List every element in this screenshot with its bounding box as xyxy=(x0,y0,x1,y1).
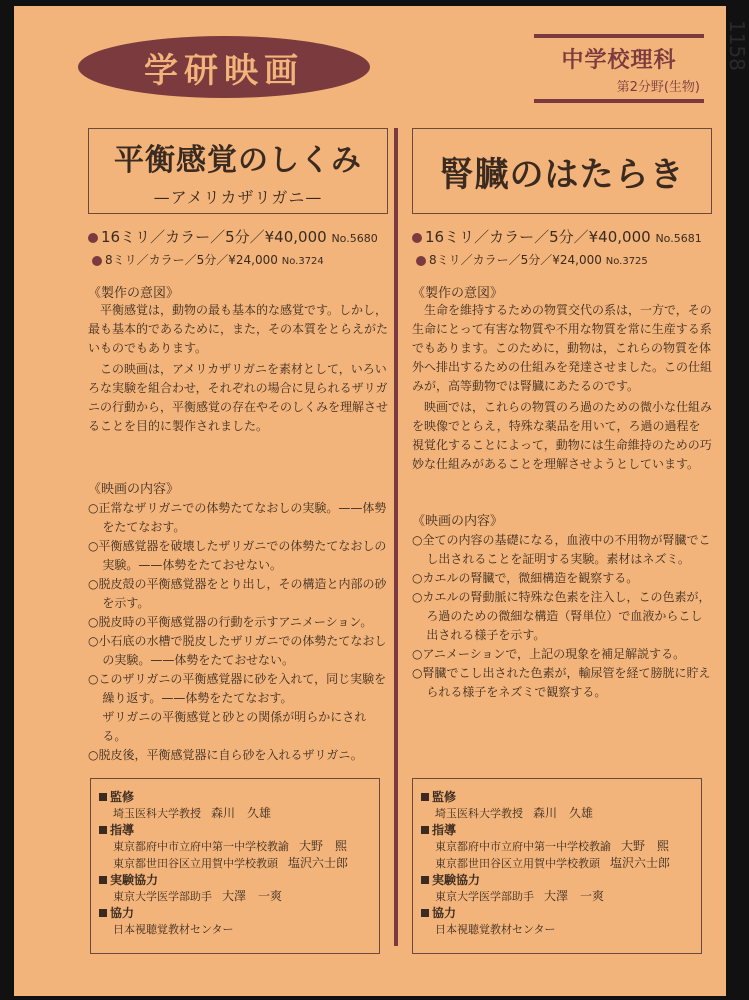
intent-header: 《製作の意図》 xyxy=(88,286,180,301)
credit-heading: 協力 xyxy=(421,905,701,921)
list-item: ○腎臓でこし出された色素が，輸尿管を経て膀胱に貯えられる様子をネズミで観察する。 xyxy=(412,666,711,699)
credit-line: 埼玉医科大学教授 森川 久雄 xyxy=(435,806,594,820)
spec-8mm xyxy=(88,251,388,268)
content-list xyxy=(412,531,712,702)
credit-line: 東京大学医学部助手 大澤 一爽 xyxy=(435,889,605,903)
catalog-number: No.3724 xyxy=(281,256,324,267)
bullet-dot-icon xyxy=(416,256,426,266)
catalog-number: No.3725 xyxy=(605,256,648,267)
list-item: ○平衡感覚器を破壊したザリガニでの体勢たてなおしの実験。——体勢をたておせない。 xyxy=(88,539,387,572)
brochure-page xyxy=(14,6,749,996)
spec-8mm-text: 8ミリ／カラー／5分／¥24,000 xyxy=(429,253,602,267)
credit-heading: 協力 xyxy=(99,905,379,921)
list-item: ○カエルの腎臓で，微細構造を観察する。 xyxy=(412,571,639,585)
intent-paragraph: 平衡感覚は，動物の最も基本的な感覚です。しかし，最も基本的であるために，また，その本質をとらえがたいものでもあります。 xyxy=(88,303,389,355)
right-title-box xyxy=(412,128,712,214)
credits-box-left xyxy=(90,778,380,954)
list-item: ○脱皮後，平衡感覚器に自ら砂を入れるザリガニ。 xyxy=(88,748,363,762)
content-list xyxy=(88,499,388,765)
credit-heading: 指導 xyxy=(99,822,379,838)
square-bullet-icon xyxy=(99,793,107,801)
subject-subtitle: 第2分野(生物) xyxy=(616,80,700,95)
square-bullet-icon xyxy=(99,909,107,917)
intent-paragraph: 映画では，これらの物質のろ過のための微小な仕組みを映像でとらえ，特殊な薬品を用いて，ろ過の過程を視覚化することによって，動物には生命維持のための巧妙な仕組みがあることを理解させようとしています。 xyxy=(412,400,713,471)
bullet-dot-icon xyxy=(412,233,422,243)
credit-line: 東京都世田谷区立用賀中学校教頭 塩沢六士郎 xyxy=(435,856,671,870)
subject-box xyxy=(534,34,704,103)
film-subtitle: —アメリカザリガニ— xyxy=(153,187,323,207)
list-item: ○全ての内容の基礎になる，血液中の不用物が腎臓でこし出されることを証明する実験。素材はネズミ。 xyxy=(412,533,711,566)
credit-heading: 実験協力 xyxy=(99,872,379,888)
list-item: ○このザリガニの平衡感覚器に砂を入れて，同じ実験を繰り返す。——体勢をたてなおす。 xyxy=(88,672,387,705)
film-title: 腎臓のはたらき xyxy=(439,154,685,195)
square-bullet-icon xyxy=(421,876,429,884)
square-bullet-icon xyxy=(421,793,429,801)
intent-header: 《製作の意図》 xyxy=(412,286,504,301)
content-header: 《映画の内容》 xyxy=(412,514,504,529)
spec-8mm xyxy=(412,251,712,268)
credit-line: 東京都世田谷区立用賀中学校教頭 塩沢六士郎 xyxy=(113,856,349,870)
square-bullet-icon xyxy=(99,876,107,884)
catalog-number: No.5681 xyxy=(655,232,702,245)
credit-line: 日本視聴覚教材センター xyxy=(113,923,234,936)
credit-line: 埼玉医科大学教授 森川 久雄 xyxy=(113,806,272,820)
catalog-number: No.5680 xyxy=(331,232,378,245)
list-item: ○脱皮殻の平衡感覚器をとり出し，その構造と内部の砂を示す。 xyxy=(88,577,387,610)
bullet-dot-icon xyxy=(92,256,102,266)
column-divider xyxy=(394,128,398,946)
credit-line: 東京都府中市立府中第一中学校教諭 大野 熙 xyxy=(113,839,348,853)
credit-heading: 監修 xyxy=(421,789,701,805)
credits-box-right xyxy=(412,778,702,954)
credit-line: 日本視聴覚教材センター xyxy=(435,923,556,936)
spec-16mm xyxy=(88,226,388,247)
gakken-eiga-logo: 学研映画 xyxy=(78,36,370,98)
square-bullet-icon xyxy=(421,826,429,834)
credit-line: 東京都府中市立府中第一中学校教諭 大野 熙 xyxy=(435,839,670,853)
spec-16mm xyxy=(412,226,712,247)
list-item: ○アニメーションで，上記の現象を補足解説する。 xyxy=(412,647,686,661)
right-column xyxy=(412,128,712,702)
square-bullet-icon xyxy=(421,909,429,917)
handwritten-code: 1158 xyxy=(725,20,749,71)
credit-heading: 実験協力 xyxy=(421,872,701,888)
spec-16mm-text: 16ミリ／カラー／5分／¥40,000 xyxy=(101,228,327,246)
bullet-dot-icon xyxy=(88,233,98,243)
subject-title: 中学校理科 xyxy=(561,48,677,73)
list-item: ○カエルの腎動脈に特殊な色素を注入し，この色素が，ろ過のための微細な構造（腎単位）で血液からこし出される様子を示す。 xyxy=(412,590,711,642)
square-bullet-icon xyxy=(99,826,107,834)
spec-8mm-text: 8ミリ／カラー／5分／¥24,000 xyxy=(105,253,278,267)
left-column xyxy=(88,128,388,765)
list-item: ○脱皮時の平衡感覚器の行動を示すアニメーション。 xyxy=(88,615,373,629)
credit-heading: 監修 xyxy=(99,789,379,805)
list-note: ザリガニの平衡感覚と砂との関係が明らかにされる。 xyxy=(102,710,367,743)
left-title-box xyxy=(88,128,388,214)
bottom-rule xyxy=(534,99,704,103)
top-rule xyxy=(534,34,704,38)
credit-line: 東京大学医学部助手 大澤 一爽 xyxy=(113,889,283,903)
credit-heading: 指導 xyxy=(421,822,701,838)
intent-paragraph: この映画は，アメリカザリガニを素材として，いろいろな実験を組合わせ，それぞれの場合に見られるザリガニの行動から，平衡感覚の存在やそのしくみを理解させることを目的に製作されました。 xyxy=(88,362,389,433)
film-title: 平衡感覚のしくみ xyxy=(114,142,362,178)
list-item: ○小石底の水槽で脱皮したザリガニでの体勢たてなおしの実験。——体勢をたておせない。 xyxy=(88,634,387,667)
content-header: 《映画の内容》 xyxy=(88,482,180,497)
list-item: ○正常なザリガニでの体勢たてなおしの実験。——体勢をたてなおす。 xyxy=(88,501,387,534)
spec-16mm-text: 16ミリ／カラー／5分／¥40,000 xyxy=(425,228,651,246)
intent-paragraph: 生命を維持するための物質交代の系は，一方で，その生命にとって有害な物質や不用な物質を常に生産する系でもあります。このために，動物は，これらの物質を体外へ排出するための仕組みを発達させました。この仕組みが，高等動物では腎臓にあたるのです。 xyxy=(412,303,713,393)
